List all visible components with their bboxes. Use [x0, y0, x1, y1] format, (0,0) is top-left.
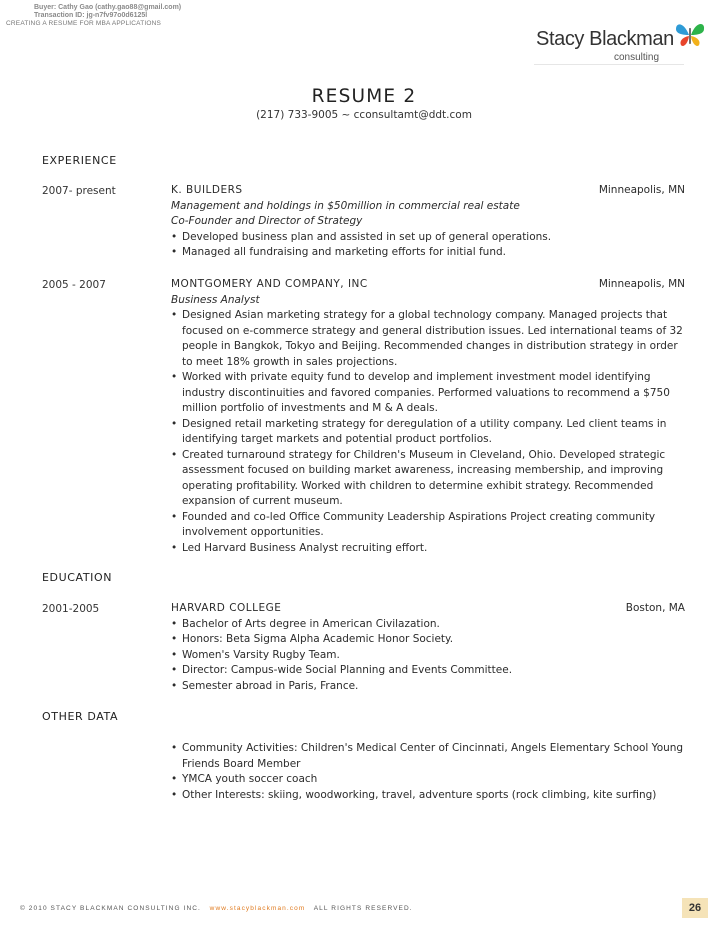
job-entry [171, 277, 685, 556]
education-bullet: • Semester abroad in Paris, France. [171, 679, 685, 695]
job-location: Minneapolis, MN [598, 184, 685, 196]
guide-title: CREATING A RESUME FOR MBA APPLICATIONS [6, 20, 162, 27]
other-data-list [171, 741, 685, 803]
job-bullet: • Worked with private equity fund to develop and implement investment model identifying industry discontinuities and favored companies. Performed valuations to recommend a $750 million portfolio of investments and M & A deals. [171, 370, 685, 417]
job-bullet: • Managed all fundraising and marketing efforts for initial fund. [171, 245, 685, 261]
job-bullet: • Designed Asian marketing strategy for a global technology company. Managed projects that focused on e-commerce strategy and general distribution issues. Led international teams of 32 people in Bangkok, Tokyo and Beijing. Recommended changes in distribution strategy in order to meet 18% growth in sales projections. [171, 308, 685, 370]
job-header [171, 277, 685, 293]
job-dates: 2005 - 2007 [42, 279, 106, 291]
job-title: Co-Founder and Director of Strategy [171, 215, 363, 227]
job-org: MONTGOMERY AND COMPANY, INC [171, 278, 368, 290]
butterfly-icon [674, 20, 706, 50]
job-location: Minneapolis, MN [598, 278, 685, 290]
education-bullet: • Women's Varsity Rugby Team. [171, 648, 685, 664]
job-bullet: • Designed retail marketing strategy for deregulation of a utility company. Led client teams in identifying target markets and potential product portfolios. [171, 417, 685, 448]
education-dates: 2001-2005 [42, 603, 100, 615]
job-bullet: • Developed business plan and assisted in set up of general operations. [171, 230, 685, 246]
section-heading-education: EDUCATION [42, 571, 113, 584]
education-bullet: • Director: Campus-wide Social Planning and Events Committee. [171, 663, 685, 679]
buyer-watermark [34, 4, 181, 20]
job-dates: 2007- present [42, 185, 116, 197]
resume-title-text: RESUME 2 [311, 86, 417, 107]
job-bullet: • Founded and co-led Office Community Leadership Aspirations Project creating community involvement opportunities. [171, 510, 685, 541]
logo-subtitle: consulting [614, 52, 660, 63]
footer [20, 905, 413, 912]
stacy-blackman-logo [534, 20, 724, 70]
job-bullet: • Created turnaround strategy for Children's Museum in Cleveland, Ohio. Developed strategic assessment focused on building market awareness, increasing membership, and improving operating profitability. Worked with children to determine exhibit strategy. Recommended expansion of current museum. [171, 448, 685, 510]
education-bullet: • Bachelor of Arts degree in American Civilazation. [171, 617, 685, 633]
job-entry [171, 183, 685, 261]
section-heading-other-data: OTHER DATA [42, 710, 119, 723]
education-entry [171, 601, 685, 694]
job-org: K. BUILDERS [171, 184, 243, 196]
page-number: 26 [682, 898, 708, 918]
buyer-line: Buyer: Cathy Gao (cathy.gao88@gmail.com) [34, 4, 182, 11]
job-header [171, 183, 685, 199]
school-location: Boston, MA [625, 602, 685, 614]
education-header [171, 601, 685, 617]
job-bullet: • Led Harvard Business Analyst recruiting effort. [171, 541, 685, 557]
other-data-bullet: • Other Interests: skiing, woodworking, travel, adventure sports (rock climbing, kite surfing) [171, 788, 685, 804]
contact-line: (217) 733-9005 ~ cconsultamt@ddt.com [256, 109, 472, 121]
other-data-bullet: • YMCA youth soccer coach [171, 772, 685, 788]
transaction-line: Transaction ID: jg-n7fv97o0d6125l [34, 12, 148, 19]
job-description: Management and holdings in $50million in commercial real estate [171, 199, 520, 212]
footer-url[interactable]: www.stacyblackman.com [209, 905, 306, 912]
logo-rule [534, 64, 684, 65]
education-bullet: • Honors: Beta Sigma Alpha Academic Honor Society. [171, 632, 685, 648]
school-name: HARVARD COLLEGE [171, 602, 282, 614]
section-heading-experience: EXPERIENCE [42, 154, 117, 167]
other-data-bullet: • Community Activities: Children's Medical Center of Cincinnati, Angels Elementary School Young Friends Board Member [171, 741, 685, 772]
job-title: Business Analyst [171, 293, 260, 306]
footer-copyright: © 2010 STACY BLACKMAN CONSULTING INC. [20, 905, 201, 912]
logo-name: Stacy Blackman [536, 28, 674, 50]
resume-title [0, 86, 728, 107]
footer-rights: ALL RIGHTS RESERVED. [313, 905, 413, 912]
